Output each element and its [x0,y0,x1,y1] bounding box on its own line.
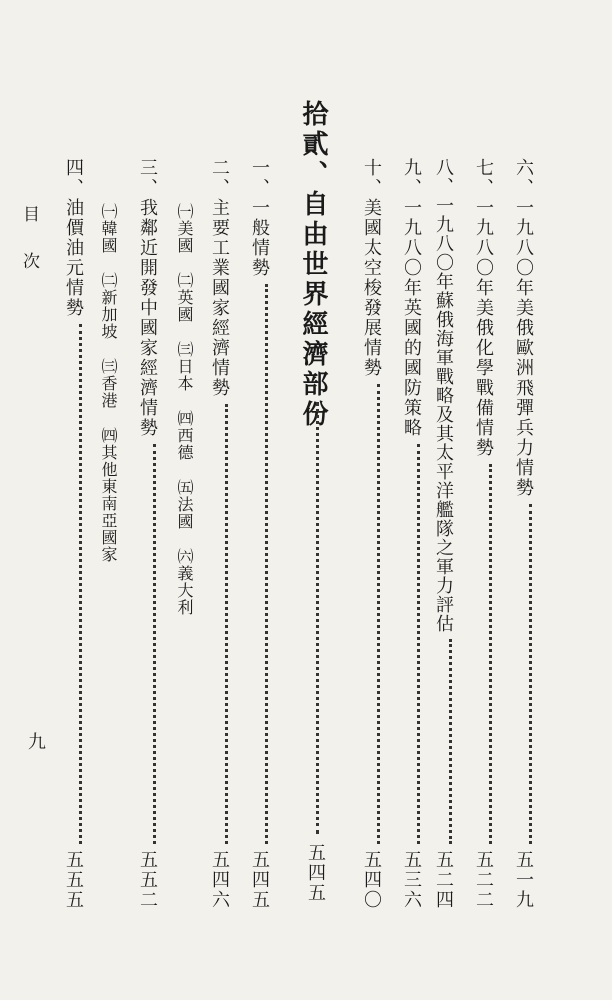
sub-list-developing [100,203,116,563]
toc-entry-8 [434,158,452,910]
toc-entry-page: 五一九 [513,850,534,910]
toc-entry-page: 五四五 [249,850,270,910]
toc-entry-title: 七、一九八〇年美俄化學戰備情勢 [473,158,494,458]
toc-entry-page: 五二四 [433,850,454,910]
toc-entry-title: 四、油價油元情勢 [63,158,84,318]
sub-item-west-germany: ㈣西德 [175,410,194,461]
toc-entry-title: 一、一般情勢 [249,158,270,278]
toc-entry-title: 三、我鄰近開發中國家經濟情勢 [137,158,158,438]
leader-dots [265,284,268,844]
sub-list-industrial-a [176,203,192,616]
toc-entry-2 [210,158,228,910]
toc-entry-page: 五三六 [401,850,422,910]
leader-dots [449,639,452,844]
toc-entry-10 [362,158,380,910]
toc-entry-title: 六、一九八〇年美俄歐洲飛彈兵力情勢 [513,158,534,498]
leader-dots [417,444,420,844]
leader-dots [489,464,492,844]
toc-entry-9 [402,158,420,910]
leader-dots [153,444,156,844]
toc-entry-6 [514,158,532,910]
sub-item-japan: ㈢日本 [175,341,194,392]
sub-item-us: ㈠美國 [175,203,194,254]
sub-item-hongkong: ㈢香港 [99,358,118,409]
leader-dots [377,384,380,844]
toc-entry-4 [64,158,82,910]
sub-item-southeast-asia: ㈣其他東南亞國家 [99,427,118,563]
sub-item-singapore: ㈡新加坡 [99,272,118,340]
toc-entry-7 [474,158,492,910]
margin-label: 目次 [19,205,39,299]
toc-entry-page: 五四〇 [361,850,382,910]
toc-entry-title: 二、主要工業國家經濟情勢 [209,158,230,398]
sub-item-france: ㈤法國 [175,479,194,530]
toc-entry-page: 五五二 [137,850,158,910]
section-page: 五四五 [305,843,326,903]
section-title: 拾貳、自由世界經濟部份 [298,100,328,430]
toc-entry-1 [250,158,268,910]
sub-item-uk: ㈡英國 [175,272,194,323]
toc-entry-page: 五二二 [473,850,494,910]
toc-entry-title: 八、一九八〇年蘇俄海軍戰略及其太平洋艦隊之軍力評估 [433,158,454,633]
toc-entry-page: 五五五 [63,850,84,910]
leader-dots [225,404,228,844]
leader-dots [79,324,82,844]
toc-entry-title: 十、美國太空梭發展情勢 [361,158,382,378]
leader-dots [316,402,319,834]
toc-entry-title: 九、一九八〇年英國的國防策略 [401,158,422,438]
sub-item-italy: ㈥義大利 [175,548,194,616]
toc-entry-3 [138,158,156,910]
toc-entry-page: 五四六 [209,850,230,910]
leader-dots [529,504,532,844]
page-number: 九 [25,732,46,750]
sub-item-korea: ㈠韓國 [99,203,118,254]
